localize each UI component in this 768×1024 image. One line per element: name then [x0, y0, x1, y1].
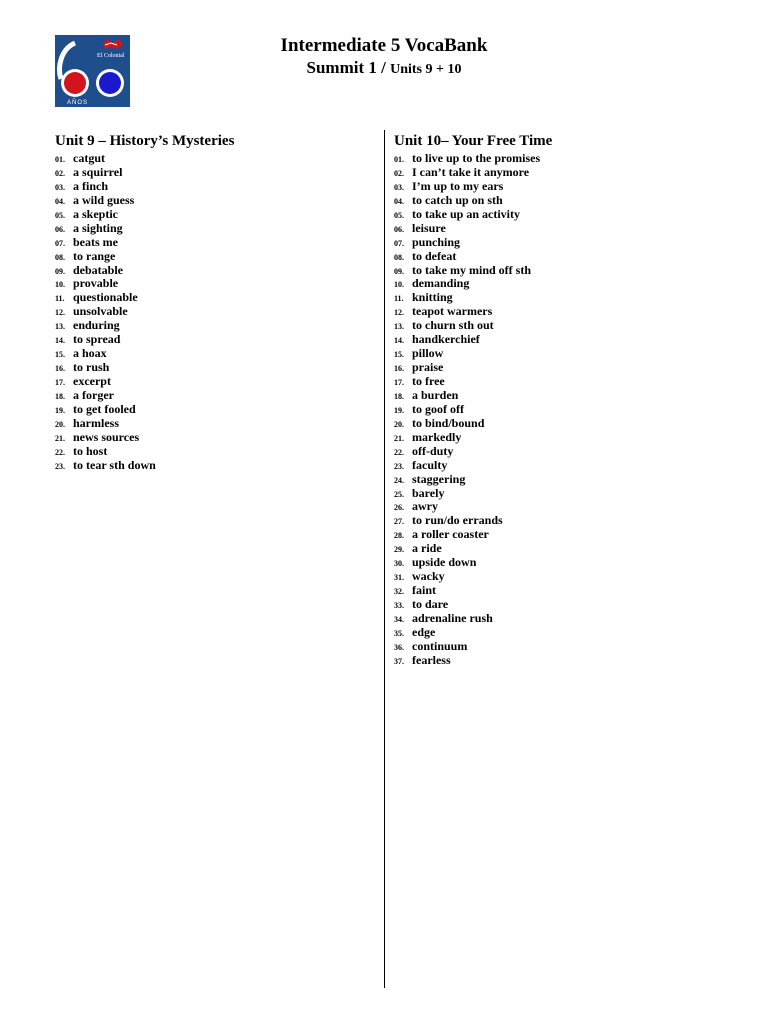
vocab-term: harmless: [73, 415, 119, 430]
vocab-number: 30.: [394, 559, 404, 569]
vocab-term: awry: [412, 499, 438, 514]
vocab-item: [394, 151, 552, 165]
vocab-term: off-duty: [412, 443, 454, 458]
vocab-number: 29.: [394, 545, 404, 555]
vocab-item: [394, 569, 552, 583]
vocab-item: [394, 611, 552, 625]
unit10-column: [394, 132, 552, 667]
vocab-number: 32.: [394, 587, 404, 597]
vocab-item: [55, 151, 234, 165]
vocab-item: [55, 374, 234, 388]
vocab-number: 19.: [55, 405, 65, 415]
vocab-term: to run/do errands: [412, 513, 503, 528]
vocab-item: [55, 221, 234, 235]
vocab-term: excerpt: [73, 374, 111, 388]
vocab-term: fearless: [412, 652, 451, 667]
vocab-term: to dare: [412, 597, 449, 611]
vocab-number: 33.: [394, 601, 404, 610]
vocab-number: 22.: [394, 447, 404, 457]
vocab-item: [394, 639, 552, 653]
vocab-item: [394, 583, 552, 597]
vocab-term: to catch up on sth: [412, 192, 503, 207]
vocab-term: enduring: [73, 318, 120, 333]
vocab-term: faint: [412, 583, 436, 598]
subtitle-main: Summit 1 /: [306, 58, 391, 77]
vocab-item: [55, 444, 234, 458]
document-header: [0, 35, 768, 81]
vocab-number: 06.: [394, 224, 404, 234]
vocab-term: to host: [73, 443, 108, 458]
vocab-number: 14.: [394, 336, 404, 346]
vocab-item: [394, 207, 552, 221]
vocab-item: [394, 499, 552, 513]
vocab-number: 11.: [394, 294, 404, 304]
vocab-term: to free: [412, 374, 445, 388]
vocab-item: [394, 430, 552, 444]
vocab-item: [55, 249, 234, 263]
vocab-number: 02.: [394, 168, 404, 178]
vocab-term: edge: [412, 624, 436, 639]
vocab-term: teapot warmers: [412, 304, 493, 319]
vocab-number: 20.: [55, 419, 65, 429]
vocab-number: 02.: [55, 168, 65, 178]
vocab-item: [55, 458, 234, 472]
vocab-number: 26.: [394, 503, 404, 513]
vocab-number: 10.: [55, 280, 65, 290]
vocab-number: 12.: [394, 308, 404, 318]
vocab-item: [394, 444, 552, 458]
vocab-item: [55, 263, 234, 277]
vocab-term: leisure: [412, 220, 446, 235]
vocab-item: [394, 346, 552, 360]
vocab-term: barely: [412, 485, 445, 500]
unit10-vocab-list: [394, 151, 552, 667]
vocab-term: to goof off: [412, 401, 464, 416]
vocab-item: [55, 179, 234, 193]
vocab-term: faculty: [412, 457, 448, 472]
vocab-item: [394, 263, 552, 277]
vocab-item: [394, 472, 552, 486]
vocab-number: 17.: [394, 378, 404, 387]
vocab-number: 12.: [55, 308, 65, 318]
vocab-term: a wild guess: [73, 192, 135, 207]
vocab-term: catgut: [73, 151, 105, 165]
vocab-term: a ride: [412, 541, 442, 556]
vocab-number: 21.: [55, 433, 65, 443]
vocab-item: [394, 653, 552, 667]
vocab-term: to take up an activity: [412, 206, 520, 221]
vocab-term: to take my mind off sth: [412, 262, 531, 277]
vocab-term: to tear sth down: [73, 457, 156, 472]
vocab-number: 07.: [55, 238, 65, 248]
vocab-item: [55, 235, 234, 249]
vocab-item: [394, 625, 552, 639]
vocab-number: 20.: [394, 419, 404, 429]
vocab-term: I can’t take it anymore: [412, 164, 530, 179]
vocab-term: to get fooled: [73, 401, 136, 416]
vocab-term: praise: [412, 360, 444, 375]
vocab-number: 17.: [55, 378, 65, 387]
vocab-term: to live up to the promises: [412, 151, 541, 165]
vocab-item: [394, 416, 552, 430]
vocab-term: a squirrel: [73, 164, 123, 179]
vocab-number: 36.: [394, 642, 404, 652]
vocab-number: 07.: [394, 238, 404, 248]
vocab-number: 01.: [394, 155, 404, 164]
vocab-number: 04.: [394, 196, 404, 206]
vocab-item: [394, 193, 552, 207]
vocab-number: 04.: [55, 196, 65, 206]
vocab-item: [394, 290, 552, 304]
vocab-item: [394, 360, 552, 374]
vocab-number: 11.: [55, 294, 65, 304]
vocab-number: 22.: [55, 447, 65, 457]
vocab-item: [394, 304, 552, 318]
vocab-number: 18.: [55, 391, 65, 401]
vocab-term: I’m up to my ears: [412, 178, 504, 193]
vocab-item: [55, 318, 234, 332]
vocab-item: [55, 430, 234, 444]
vocab-item: [394, 541, 552, 555]
vocab-item: [55, 207, 234, 221]
vocab-term: a skeptic: [73, 206, 118, 221]
vocab-item: [394, 458, 552, 472]
vocab-item: [55, 360, 234, 374]
vocab-number: 13.: [394, 322, 404, 332]
vocab-number: 16.: [55, 364, 65, 374]
vocab-term: demanding: [412, 276, 470, 291]
vocab-number: 05.: [55, 210, 65, 220]
vocab-term: a sighting: [73, 220, 123, 235]
vocab-number: 24.: [394, 475, 404, 485]
vocab-item: [394, 235, 552, 249]
vocab-item: [55, 402, 234, 416]
vocab-item: [394, 527, 552, 541]
vocab-number: 23.: [394, 461, 404, 471]
vocab-item: [55, 290, 234, 304]
vocab-term: to rush: [73, 360, 110, 375]
vocab-term: unsolvable: [73, 304, 128, 319]
vocab-term: to range: [73, 248, 116, 263]
vocab-item: [394, 597, 552, 611]
vocab-term: a roller coaster: [412, 527, 489, 542]
vocab-term: to churn sth out: [412, 318, 494, 333]
vocab-number: 09.: [55, 266, 65, 276]
vocab-number: 16.: [394, 364, 404, 374]
vocab-term: a forger: [73, 387, 114, 402]
vocab-item: [394, 486, 552, 500]
vocab-number: 19.: [394, 405, 404, 415]
vocab-number: 35.: [394, 628, 404, 638]
vocab-item: [394, 374, 552, 388]
vocab-term: wacky: [412, 569, 445, 584]
vocab-term: provable: [73, 276, 119, 291]
vocab-term: adrenaline rush: [412, 610, 493, 625]
vocab-number: 01.: [55, 155, 65, 164]
vocab-term: debatable: [73, 262, 124, 277]
vocab-number: 10.: [394, 280, 404, 290]
vocab-term: pillow: [412, 346, 444, 361]
vocab-number: 09.: [394, 266, 404, 276]
vocab-item: [394, 179, 552, 193]
vocab-item: [55, 165, 234, 179]
vocab-number: 08.: [55, 252, 65, 262]
vocab-item: [394, 388, 552, 402]
vocab-item: [394, 249, 552, 263]
vocab-number: 06.: [55, 224, 65, 234]
vocab-number: 18.: [394, 391, 404, 401]
logo-text: El Colonial: [97, 53, 125, 59]
vocab-term: upside down: [412, 555, 477, 570]
vocab-item: [394, 221, 552, 235]
document-subtitle: [0, 57, 768, 81]
vocab-term: beats me: [73, 234, 118, 249]
vocab-term: a burden: [412, 387, 459, 402]
vocab-term: news sources: [73, 429, 140, 444]
vocab-number: 13.: [55, 322, 65, 332]
vocab-item: [55, 332, 234, 346]
document-title: Intermediate 5 VocaBank: [280, 35, 488, 56]
vocab-item: [55, 276, 234, 290]
vocab-item: [55, 388, 234, 402]
vocab-number: 25.: [394, 489, 404, 499]
vocab-number: 34.: [394, 614, 404, 624]
vocab-item: [394, 402, 552, 416]
vocab-item: [55, 346, 234, 360]
vocab-number: 23.: [55, 461, 65, 471]
vocab-term: handkerchief: [412, 332, 480, 347]
vocab-item: [394, 276, 552, 290]
unit9-column: [55, 132, 234, 472]
logo-caption: AÑOS: [67, 100, 89, 106]
vocab-item: [394, 555, 552, 569]
vocab-number: 27.: [394, 517, 404, 527]
vocab-number: 14.: [55, 336, 65, 346]
column-divider: [384, 130, 385, 988]
vocab-number: 15.: [394, 350, 404, 360]
vocab-item: [394, 318, 552, 332]
vocab-number: 03.: [394, 182, 404, 192]
vocab-term: questionable: [73, 290, 138, 305]
vocab-item: [55, 416, 234, 430]
vocab-number: 21.: [394, 433, 404, 443]
unit9-vocab-list: [55, 151, 234, 472]
vocab-number: 28.: [394, 531, 404, 541]
vocab-term: to spread: [73, 332, 121, 347]
vocab-item: [394, 165, 552, 179]
vocab-term: to bind/bound: [412, 415, 485, 430]
vocab-term: to defeat: [412, 248, 457, 263]
vocab-term: continuum: [412, 638, 468, 653]
vocab-term: punching: [412, 234, 461, 249]
vocab-item: [55, 304, 234, 318]
vocab-number: 08.: [394, 252, 404, 262]
vocab-term: staggering: [412, 471, 466, 486]
vocab-number: 37.: [394, 656, 404, 666]
unit10-heading: Unit 10– Your Free Time: [394, 133, 553, 149]
vocab-number: 31.: [394, 573, 404, 583]
vocab-term: knitting: [412, 290, 453, 305]
vocab-term: a finch: [73, 178, 109, 193]
vocab-number: 15.: [55, 350, 65, 360]
vocab-number: 05.: [394, 210, 404, 220]
unit9-heading: Unit 9 – History’s Mysteries: [55, 133, 235, 149]
subtitle-units: Units 9 + 10: [390, 62, 462, 77]
vocab-item: [55, 193, 234, 207]
vocab-term: a hoax: [73, 346, 107, 361]
vocab-item: [394, 513, 552, 527]
vocab-term: markedly: [412, 429, 462, 444]
vocab-number: 03.: [55, 182, 65, 192]
vocab-item: [394, 332, 552, 346]
